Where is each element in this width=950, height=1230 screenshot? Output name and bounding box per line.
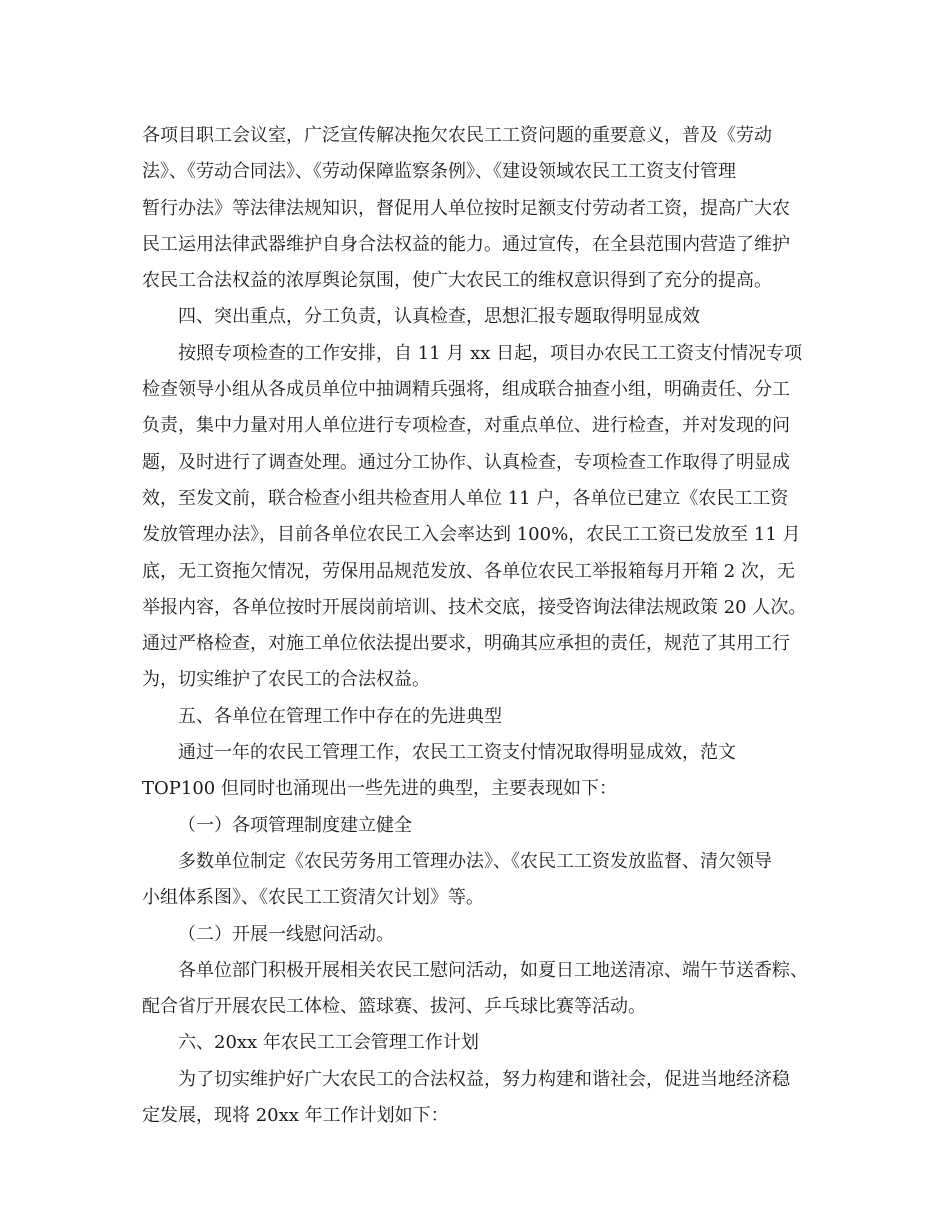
text-line: 题，及时进行了调查处理。通过分工协作、认真检查，专项检查工作取得了明显成 bbox=[142, 451, 790, 473]
text-line: 通过严格检查，对施工单位依法提出要求，明确其应承担的责任，规范了其用工行 bbox=[142, 633, 790, 655]
text-line: 检查领导小组从各成员单位中抽调精兵强将，组成联合抽查小组，明确责任、分工 bbox=[142, 379, 790, 401]
text-line: 举报内容，各单位按时开展岗前培训、技术交底，接受咨询法律法规政策 20 人次。 bbox=[142, 596, 807, 618]
document-body bbox=[142, 118, 822, 1134]
text-line: 民工运用法律武器维护自身合法权益的能力。通过宣传，在全县范围内营造了维护 bbox=[142, 233, 790, 255]
text-line: 农民工合法权益的浓厚舆论氛围，使广大农民工的维权意识得到了充分的提高。 bbox=[142, 270, 772, 292]
text-line: TOP100 但同时也涌现出一些先进的典型，主要表现如下： bbox=[142, 778, 617, 800]
text-line: 五、各单位在管理工作中存在的先进典型 bbox=[178, 705, 502, 727]
text-line: 负责，集中力量对用人单位进行专项检查，对重点单位、进行检查，并对发现的问 bbox=[142, 415, 790, 437]
text-line: （二）开展一线慰问活动。 bbox=[178, 923, 394, 945]
text-line: 通过一年的农民工管理工作，农民工工资支付情况取得明显成效，范文 bbox=[178, 742, 736, 764]
text-line: 四、突出重点，分工负责，认真检查，思想汇报专题取得明显成效 bbox=[178, 306, 700, 328]
text-line: 为了切实维护好广大农民工的合法权益，努力构建和谐社会，促进当地经济稳 bbox=[178, 1068, 790, 1090]
text-line: 各单位部门积极开展相关农民工慰问活动，如夏日工地送清凉、端午节送香粽、 bbox=[178, 959, 808, 981]
text-line: （一）各项管理制度建立健全 bbox=[178, 814, 412, 836]
text-line: 按照专项检查的工作安排，自 11 月 xx 日起，项目办农民工工资支付情况专项 bbox=[178, 342, 803, 364]
text-line: 六、20xx 年农民工工会管理工作计划 bbox=[178, 1032, 479, 1054]
text-line: 各项目职工会议室，广泛宣传解决拖欠农民工工资问题的重要意义，普及《劳动 bbox=[142, 125, 772, 146]
text-line: 法》、《劳动合同法》、《劳动保障监察条例》、《建设领域农民工工资支付管理 bbox=[142, 161, 736, 183]
text-line: 小组体系图》、《农民工工资清欠计划》等。 bbox=[142, 887, 484, 909]
text-line: 多数单位制定《农民劳务用工管理办法》、《农民工工资发放监督、清欠领导 bbox=[178, 850, 772, 872]
text-line: 配合省厅开展农民工体检、篮球赛、拔河、乒乓球比赛等活动。 bbox=[142, 996, 646, 1018]
text-line: 底，无工资拖欠情况，劳保用品规范发放、各单位农民工举报箱每月开箱 2 次，无 bbox=[142, 560, 795, 582]
text-line: 效，至发文前，联合检查小组共检查用人单位 11 户，各单位已建立《农民工工资 bbox=[142, 487, 789, 509]
text-line: 定发展，现将 20xx 年工作计划如下： bbox=[142, 1105, 449, 1127]
text-line: 为，切实维护了农民工的合法权益。 bbox=[142, 669, 430, 691]
text-line: 暂行办法》等法律法规知识，督促用人单位按时足额支付劳动者工资，提高广大农 bbox=[142, 197, 790, 219]
text-line: 发放管理办法》，目前各单位农民工入会率达到 100%，农民工工资已发放至 11 月 bbox=[142, 524, 801, 546]
